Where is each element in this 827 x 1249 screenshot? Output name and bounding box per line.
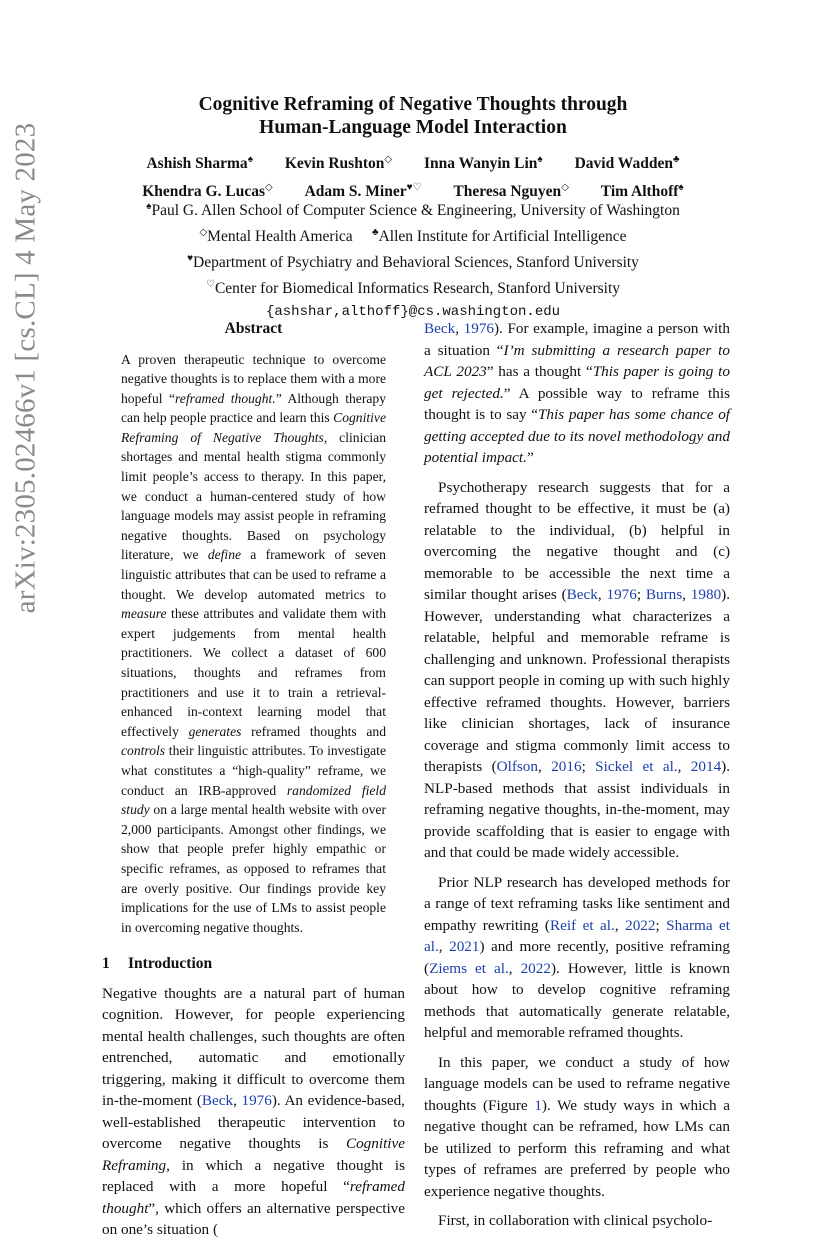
citation-link[interactable]: Sickel et al. [595,758,678,775]
author: Theresa Nguyen◇ [453,182,569,201]
citation-link[interactable]: Sharma et al. [424,916,731,955]
paper-title [90,93,736,139]
affiliation-mha-ai2: ◇Mental Health America ♣Allen Institute for Artificial Intelligence [199,227,627,246]
intro-paragraph-1a: Negative thoughts are a natural part of human cognition. However, for people experiencing mental health challenges, such thoughts are often entrenched, automatic and emotionally triggering, making it difficult to overcome them in-the-moment (Beck, 1976). An evidence-based, well-established therapeutic intervention to overcome negative thoughts is Cognitive Reframing, in which a negative thought is replaced with a more hopeful “reframed thought”, which offers an alternative perspective on one’s situation ( [102,984,405,1239]
author: Tim Althoff♠ [600,182,684,201]
title-line-2: Human-Language Model Interaction [259,117,567,138]
citation-link[interactable]: 1976 [463,320,494,337]
affiliation-uw: ♠Paul G. Allen School of Computer Science & Engineering, University of Washington [146,201,680,220]
section-heading-introduction: 1 Introduction [102,955,213,973]
intro-paragraph-5: First, in collaboration with clinical psycholo- [438,1212,713,1229]
left-column [102,318,405,1249]
citation-link[interactable]: 1976 [606,586,637,603]
citation-link[interactable]: 1980 [690,586,722,603]
author-row-1 [90,148,736,176]
citation-link[interactable]: Olfson [496,758,538,775]
abstract-heading: Abstract [224,320,283,337]
citation-link[interactable]: 2014 [690,758,722,775]
author: Kevin Rushton◇ [284,154,393,173]
author: Adam S. Miner♥♡ [304,182,422,201]
affiliation-psych: ♥Department of Psychiatry and Behavioral Sciences, Stanford University [187,253,639,272]
citation-link[interactable]: 1976 [241,1092,272,1110]
arxiv-stamp-text: arXiv:2305.02466v1 [cs.CL] 4 May 2023 [9,122,42,614]
affiliation-bmir: ♡Center for Biomedical Informatics Research, Stanford University [206,279,620,298]
citation-link[interactable]: 2022 [520,959,551,977]
contact-email[interactable]: {ashshar,althoff}@cs.washington.edu [265,303,561,320]
intro-paragraph-4: In this paper, we conduct a study of how language models can be used to reframe negative thoughts (Figure 1). We study ways in which a negative thought can be reframed, how LMs can be utilized to perform this reframing and what types of reframes are preferred by people who experience negative thoughts. [424,1053,731,1200]
citation-link[interactable]: Beck [201,1092,234,1110]
abstract-body: A proven therapeutic technique to overcome negative thoughts is to replace them with a more hopeful “reframed thought.” Although therapy can help people practice and learn this Cognitive Reframing of Negative Thoughts, clinician shortages and mental health stigma commonly limit people’s access to therapy. In this paper, we conduct a human-centered study of how language models may assist people in reframing negative thoughts. Based on psychology literature, we define a framework of seven linguistic attributes that can be used to reframe a thought. We develop automated metrics to measure these attributes and validate them with expert judgements from mental health practitioners. We collect a dataset of 600 situations, thoughts and reframes from practitioners and use it to train a retrieval-enhanced in-context learning model that effectively generates reframed thoughts and controls their linguistic attributes. To investigate what constitutes a “high-quality” reframe, we conduct an IRB-approved randomized field study on a large mental health website with over 2,000 participants. Amongst other findings, we show that people prefer highly empathic or specific reframes, as opposed to reframes that are overly positive. Our findings provide key implications for the use of LMs to assist people in overcoming negative thoughts. [121,351,387,935]
intro-paragraph-2: Psychotherapy research suggests that for a reframed thought to be effective, it must be (a) relatable to the individual, (b) helpful in overcoming the negative thought and (c) memorable to be accessible the next time a similar thought arises (Beck, 1976; Burns, 1980). However, understanding what characterizes a relatable, helpful and memorable reframe is challenging and unknown. Professional therapists can support people in coming up with such highly effective reframed thoughts. However, barriers like clinician shortages, lack of insurance coverage and stigma commonly limit access to therapists (Olfson, 2016; Sickel et al., 2014). NLP-based methods that assist individuals in reframing negative thoughts, in-the-moment, may provide scaffolding that is easier to engage with and that could be made widely accessible. [424,478,731,861]
citation-link[interactable]: Beck [424,320,456,337]
citation-link[interactable]: 2021 [449,938,480,955]
author: Inna Wanyin Lin♠ [423,154,543,173]
author: Khendra G. Lucas◇ [142,182,273,201]
intro-paragraph-1b: Beck, 1976). For example, imagine a person with a situation “I’m submitting a research paper to ACL 2023” has a thought “This paper is going to get rejected.” A possible way to reframe this thought is to say “This paper has some chance of getting accepted due to its novel methodology and potential impact.” [424,320,731,466]
affiliations [90,196,736,323]
author: David Wadden♣ [574,154,680,173]
citation-link[interactable]: 2022 [625,916,656,934]
citation-link[interactable]: Beck [566,586,598,603]
citation-link[interactable]: 2016 [551,758,582,775]
citation-link[interactable]: Ziems et al. [429,959,509,977]
author: Ashish Sharma♠ [146,154,253,173]
figure-reference-link[interactable]: 1 [534,1096,542,1114]
title-line-1: Cognitive Reframing of Negative Thoughts through [198,94,628,115]
citation-link[interactable]: Burns [645,586,683,603]
citation-link[interactable]: Reif et al. [549,916,615,934]
intro-paragraph-3: Prior NLP research has developed methods for a range of text reframing tasks like sentiment and empathy rewriting (Reif et al., 2022; Sharma et al., 2021) and more recently, positive reframing (Ziems et al., 2022). However, little is known about how to develop cognitive reframing methods that automatically generate relatable, helpful and memorable reframed thoughts. [424,873,731,1041]
right-column [424,318,730,1240]
